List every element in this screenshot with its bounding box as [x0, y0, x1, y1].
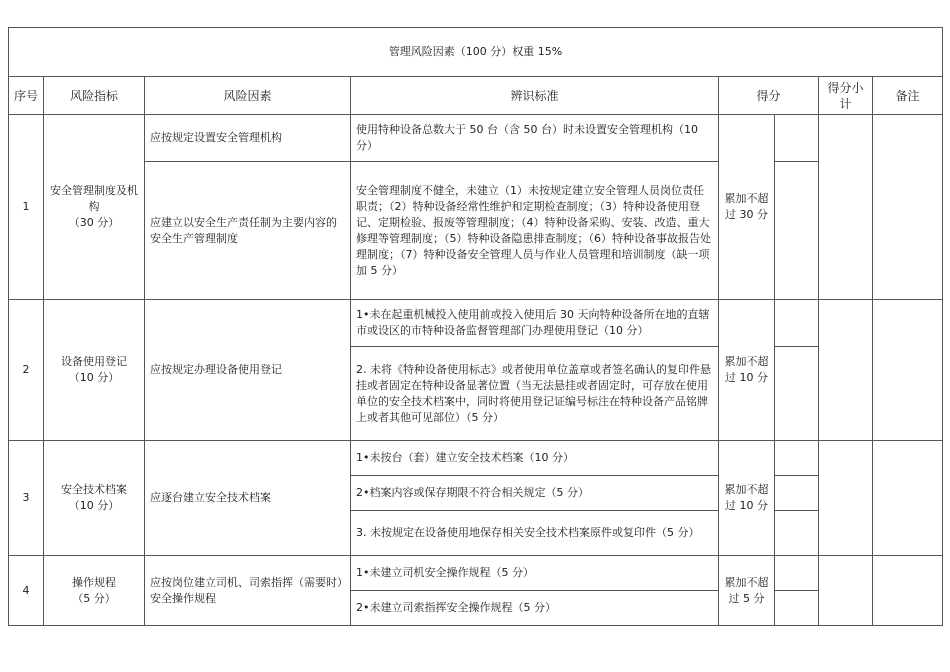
score-input-cell[interactable] — [775, 300, 819, 347]
remarks-cell[interactable] — [873, 441, 943, 556]
table-row — [9, 115, 943, 162]
indicator-points: （10 分） — [68, 499, 120, 512]
score-rule: 累加不超过 10 分 — [719, 441, 775, 556]
indicator-points: （30 分） — [68, 216, 120, 229]
risk-factor: 应建立以安全生产责任制为主要内容的安全生产管理制度 — [145, 162, 351, 300]
criteria-cell: 2•档案内容或保存期限不符合相关规定（5 分） — [351, 476, 719, 511]
header-subtotal: 得分小计 — [819, 77, 873, 115]
table-row — [9, 162, 943, 300]
indicator-name: 安全技术档案 — [61, 483, 127, 496]
row-no: 2 — [9, 300, 44, 441]
subtotal-cell[interactable] — [819, 556, 873, 626]
risk-indicator — [44, 300, 145, 441]
score-input-cell[interactable] — [775, 591, 819, 626]
risk-indicator — [44, 556, 145, 626]
header-indicator: 风险指标 — [44, 77, 145, 115]
criteria-cell: 安全管理制度不健全，未建立（1）未按规定建立安全管理人员岗位责任职责；（2）特种设备经常性维护和定期检查制度；（3）特种设备使用登记、定期检验、报废等管理制度；（4）特种设备采购、安装、改造、重大修理等管理制度；（5）特种设备隐患排查制度；（6）特种设备事故报告处理制度；（7）特种设备安全管理人员与作业人员管理和培训制度（缺一项加 5 分） — [351, 162, 719, 300]
risk-indicator — [44, 441, 145, 556]
row-no: 3 — [9, 441, 44, 556]
score-input-cell[interactable] — [775, 476, 819, 511]
table-row — [9, 441, 943, 476]
score-input-cell[interactable] — [775, 115, 819, 162]
table-row — [9, 300, 943, 347]
header-score: 得分 — [719, 77, 819, 115]
subtotal-cell[interactable] — [819, 441, 873, 556]
criteria-cell: 2. 未将《特种设备使用标志》或者使用单位盖章或者签名确认的复印件悬挂或者固定在特种设备显著位置（当无法悬挂或者固定时，可存放在使用单位的安全技术档案中，同时将使用登记证编号标注在特种设备产品铭牌上或者其他可见部位）（5 分） — [351, 347, 719, 441]
header-no: 序号 — [9, 77, 44, 115]
header-row — [9, 77, 943, 115]
header-criteria: 辨识标准 — [351, 77, 719, 115]
header-remarks: 备注 — [873, 77, 943, 115]
score-input-cell[interactable] — [775, 441, 819, 476]
table-title: 管理风险因素（100 分）权重 15% — [9, 28, 943, 77]
indicator-name: 设备使用登记 — [61, 355, 127, 368]
indicator-name: 操作规程 — [72, 575, 116, 589]
criteria-cell: 1•未在起重机械投入使用前或投入使用后 30 天向特种设备所在地的直辖市或设区的市特种设备监督管理部门办理使用登记（10 分） — [351, 300, 719, 347]
score-rule: 累加不超过 10 分 — [719, 300, 775, 441]
score-input-cell[interactable] — [775, 162, 819, 300]
criteria-cell: 使用特种设备总数大于 50 台（含 50 台）时未设置安全管理机构（10 分） — [351, 115, 719, 162]
remarks-cell[interactable] — [873, 300, 943, 441]
risk-factor: 应按规定办理设备使用登记 — [145, 300, 351, 441]
risk-assessment-table — [8, 27, 943, 626]
row-no: 4 — [9, 556, 44, 626]
header-factor: 风险因素 — [145, 77, 351, 115]
row-no: 1 — [9, 115, 44, 300]
subtotal-cell[interactable] — [819, 115, 873, 300]
risk-factor: 应按岗位建立司机、司索指挥（需要时）安全操作规程 — [145, 556, 351, 626]
risk-factor: 应按规定设置安全管理机构 — [145, 115, 351, 162]
criteria-cell: 2•未建立司索指挥安全操作规程（5 分） — [351, 591, 719, 626]
score-rule: 累加不超过 5 分 — [719, 556, 775, 626]
indicator-points: （5 分） — [72, 591, 116, 605]
criteria-cell: 1•未按台（套）建立安全技术档案（10 分） — [351, 441, 719, 476]
score-input-cell[interactable] — [775, 511, 819, 556]
subtotal-cell[interactable] — [819, 300, 873, 441]
remarks-cell[interactable] — [873, 556, 943, 626]
risk-indicator — [44, 115, 145, 300]
remarks-cell[interactable] — [873, 115, 943, 300]
score-input-cell[interactable] — [775, 556, 819, 591]
score-rule: 累加不超过 30 分 — [719, 115, 775, 300]
criteria-cell: 1•未建立司机安全操作规程（5 分） — [351, 556, 719, 591]
score-input-cell[interactable] — [775, 347, 819, 441]
table-row — [9, 556, 943, 591]
indicator-points: （10 分） — [68, 371, 120, 384]
indicator-name: 安全管理制度及机构 — [50, 184, 138, 213]
criteria-cell: 3. 未按规定在设备使用地保存相关安全技术档案原件或复印件（5 分） — [351, 511, 719, 556]
risk-factor: 应逐台建立安全技术档案 — [145, 441, 351, 556]
